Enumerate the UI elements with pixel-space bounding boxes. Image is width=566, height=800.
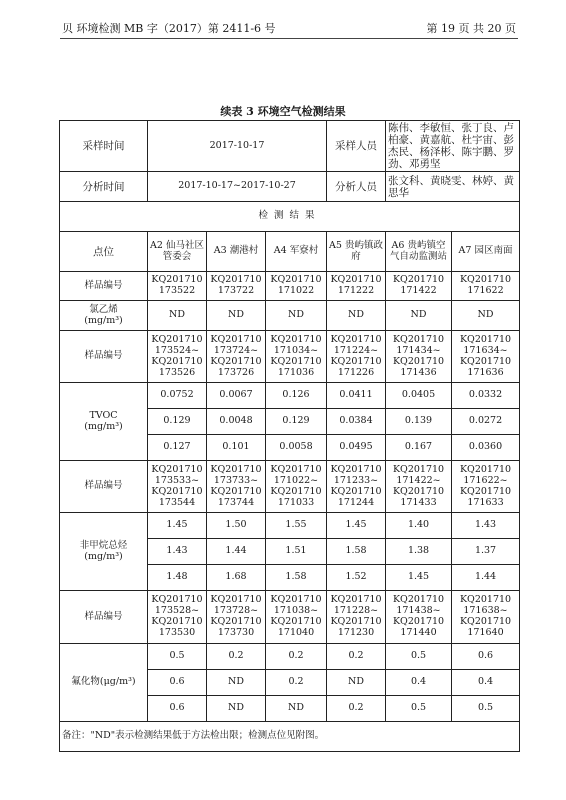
sample-id: KQ201710 171034~ KQ201710 171036 <box>266 331 327 383</box>
param-tvoc <box>60 383 148 461</box>
value-cell: 0.4 <box>386 670 452 696</box>
value-cell: 0.0384 <box>327 409 386 435</box>
value-cell: 0.0360 <box>452 435 520 461</box>
value-cell: 1.43 <box>452 513 520 539</box>
value-cell: 0.6 <box>452 644 520 670</box>
value-cell: 0.0058 <box>266 435 327 461</box>
sample-id: KQ201710 171233~ KQ201710 171244 <box>327 461 386 513</box>
value-cell: ND <box>207 301 266 331</box>
value-cell: 0.129 <box>148 409 207 435</box>
value-cell: ND <box>148 301 207 331</box>
table-row <box>60 513 520 539</box>
value-cell: 0.101 <box>207 435 266 461</box>
value-cell: 0.5 <box>148 644 207 670</box>
value-cell: ND <box>452 301 520 331</box>
results-title: 检测结果 <box>60 202 520 232</box>
sample-id: KQ201710 173522 <box>148 272 207 301</box>
value-cell: 0.5 <box>386 644 452 670</box>
sample-id: KQ201710 173524~ KQ201710 173526 <box>148 331 207 383</box>
value-cell: 0.0752 <box>148 383 207 409</box>
value-cell: 0.6 <box>148 670 207 696</box>
param-unit: (mg/m³) <box>84 550 123 562</box>
value-cell: 0.0048 <box>207 409 266 435</box>
value-cell: 0.6 <box>148 696 207 722</box>
value-cell: 1.44 <box>207 539 266 565</box>
value-cell: ND <box>207 670 266 696</box>
value-cell: 0.0332 <box>452 383 520 409</box>
point-a6: A6 贵屿镇空气自动监测站 <box>386 232 452 272</box>
header-divider <box>60 38 518 39</box>
sample-id: KQ201710 171038~ KQ201710 171040 <box>266 591 327 644</box>
analysis-time-label: 分析时间 <box>60 172 148 202</box>
param-name: 氯乙烯 <box>89 303 118 315</box>
sample-id: KQ201710 171622 <box>452 272 520 301</box>
param-vinyl-chloride <box>60 301 148 331</box>
sample-id: KQ201710 173722 <box>207 272 266 301</box>
point-a4: A4 军寮村 <box>266 232 327 272</box>
table-row <box>60 461 520 513</box>
value-cell: 0.2 <box>266 670 327 696</box>
value-cell: 1.44 <box>452 565 520 591</box>
sample-id: KQ201710 173528~ KQ201710 173530 <box>148 591 207 644</box>
value-cell: 0.2 <box>327 644 386 670</box>
sampler-value: 陈伟、李敏恒、张丁良、卢柏豪、黄嘉航、杜宇宙、彭杰民、杨泽彬、陈宇鹏、罗劲、邓勇坚 <box>386 121 520 172</box>
sample-id: KQ201710 173728~ KQ201710 173730 <box>207 591 266 644</box>
value-cell: 1.55 <box>266 513 327 539</box>
note-row <box>60 722 520 752</box>
value-cell: 1.51 <box>266 539 327 565</box>
point-a5: A5 贵屿镇政府 <box>327 232 386 272</box>
sample-id-label: 样品编号 <box>60 591 148 644</box>
table-caption: 续表 3 环境空气检测结果 <box>220 105 346 118</box>
analyst-label: 分析人员 <box>327 172 386 202</box>
sampler-label: 采样人员 <box>327 121 386 172</box>
page-header-left: 贝 环境检测 MB 字（2017）第 2411-6 号 <box>62 22 276 35</box>
param-name: 氟化物 <box>71 676 100 688</box>
point-a2: A2 仙马社区管委会 <box>148 232 207 272</box>
table-row <box>60 644 520 670</box>
sample-id: KQ201710 171222 <box>327 272 386 301</box>
value-cell: 1.50 <box>207 513 266 539</box>
value-cell: 1.58 <box>327 539 386 565</box>
page-number: 第 19 页 共 20 页 <box>426 22 516 35</box>
value-cell: ND <box>266 696 327 722</box>
sample-id: KQ201710 171228~ KQ201710 171230 <box>327 591 386 644</box>
sample-id: KQ201710 173533~ KQ201710 173544 <box>148 461 207 513</box>
sample-id: KQ201710 171022~ KQ201710 171033 <box>266 461 327 513</box>
value-cell: 0.2 <box>266 644 327 670</box>
param-unit: (μg/m³) <box>99 676 136 688</box>
sample-id: KQ201710 171634~ KQ201710 171636 <box>452 331 520 383</box>
sample-id: KQ201710 171438~ KQ201710 171440 <box>386 591 452 644</box>
analyst-value: 张文科、黄晓雯、林婷、黄思华 <box>386 172 520 202</box>
info-row-sampling <box>60 121 520 172</box>
value-cell: ND <box>386 301 452 331</box>
points-row <box>60 232 520 272</box>
value-cell: 1.37 <box>452 539 520 565</box>
value-cell: 0.5 <box>452 696 520 722</box>
value-cell: 1.43 <box>148 539 207 565</box>
table-row <box>60 383 520 409</box>
sample-id-label: 样品编号 <box>60 272 148 301</box>
value-cell: 1.48 <box>148 565 207 591</box>
value-cell: 1.58 <box>266 565 327 591</box>
sample-id: KQ201710 171224~ KQ201710 171226 <box>327 331 386 383</box>
value-cell: 1.45 <box>148 513 207 539</box>
info-row-analysis <box>60 172 520 202</box>
sample-id: KQ201710 173724~ KQ201710 173726 <box>207 331 266 383</box>
sample-id: KQ201710 171622~ KQ201710 171633 <box>452 461 520 513</box>
sample-id: KQ201710 171638~ KQ201710 171640 <box>452 591 520 644</box>
sample-id: KQ201710 171022 <box>266 272 327 301</box>
value-cell: 0.0405 <box>386 383 452 409</box>
value-cell: ND <box>327 670 386 696</box>
value-cell: 0.0411 <box>327 383 386 409</box>
point-a3: A3 潮港村 <box>207 232 266 272</box>
table-row <box>60 591 520 644</box>
analysis-time-value: 2017-10-17~2017-10-27 <box>148 172 327 202</box>
param-unit: (mg/m³) <box>84 420 123 432</box>
value-cell: 0.127 <box>148 435 207 461</box>
points-label: 点位 <box>60 232 148 272</box>
value-cell: 0.5 <box>386 696 452 722</box>
value-cell: 0.0067 <box>207 383 266 409</box>
value-cell: 1.45 <box>386 565 452 591</box>
value-cell: 0.0272 <box>452 409 520 435</box>
sample-id: KQ201710 171422~ KQ201710 171433 <box>386 461 452 513</box>
sample-time-value: 2017-10-17 <box>148 121 327 172</box>
value-cell: 0.0495 <box>327 435 386 461</box>
param-nmhc <box>60 513 148 591</box>
results-title-row <box>60 202 520 232</box>
table-row <box>60 331 520 383</box>
value-cell: 0.2 <box>327 696 386 722</box>
value-cell: ND <box>207 696 266 722</box>
sample-id: KQ201710 171434~ KQ201710 171436 <box>386 331 452 383</box>
param-name: TVOC <box>89 409 118 421</box>
value-cell: 1.52 <box>327 565 386 591</box>
value-cell: 0.126 <box>266 383 327 409</box>
value-cell: 0.129 <box>266 409 327 435</box>
value-cell: 1.68 <box>207 565 266 591</box>
value-cell: 0.2 <box>207 644 266 670</box>
param-name: 非甲烷总烃 <box>79 539 128 551</box>
value-cell: 0.4 <box>452 670 520 696</box>
value-cell: 1.40 <box>386 513 452 539</box>
value-cell: ND <box>266 301 327 331</box>
value-cell: 1.38 <box>386 539 452 565</box>
sample-id: KQ201710 171422 <box>386 272 452 301</box>
air-quality-results-table <box>59 120 520 752</box>
sample-time-label: 采样时间 <box>60 121 148 172</box>
sample-id-label: 样品编号 <box>60 461 148 513</box>
sample-id-label: 样品编号 <box>60 331 148 383</box>
value-cell: 0.167 <box>386 435 452 461</box>
value-cell: ND <box>327 301 386 331</box>
param-unit: (mg/m³) <box>84 314 123 326</box>
table-note: 备注："ND"表示检测结果低于方法检出限；检测点位见附图。 <box>60 722 520 752</box>
value-cell: 1.45 <box>327 513 386 539</box>
param-fluoride <box>60 644 148 722</box>
point-a7: A7 园区南面 <box>452 232 520 272</box>
table-row <box>60 272 520 301</box>
table-row <box>60 301 520 331</box>
sample-id: KQ201710 173733~ KQ201710 173744 <box>207 461 266 513</box>
value-cell: 0.139 <box>386 409 452 435</box>
